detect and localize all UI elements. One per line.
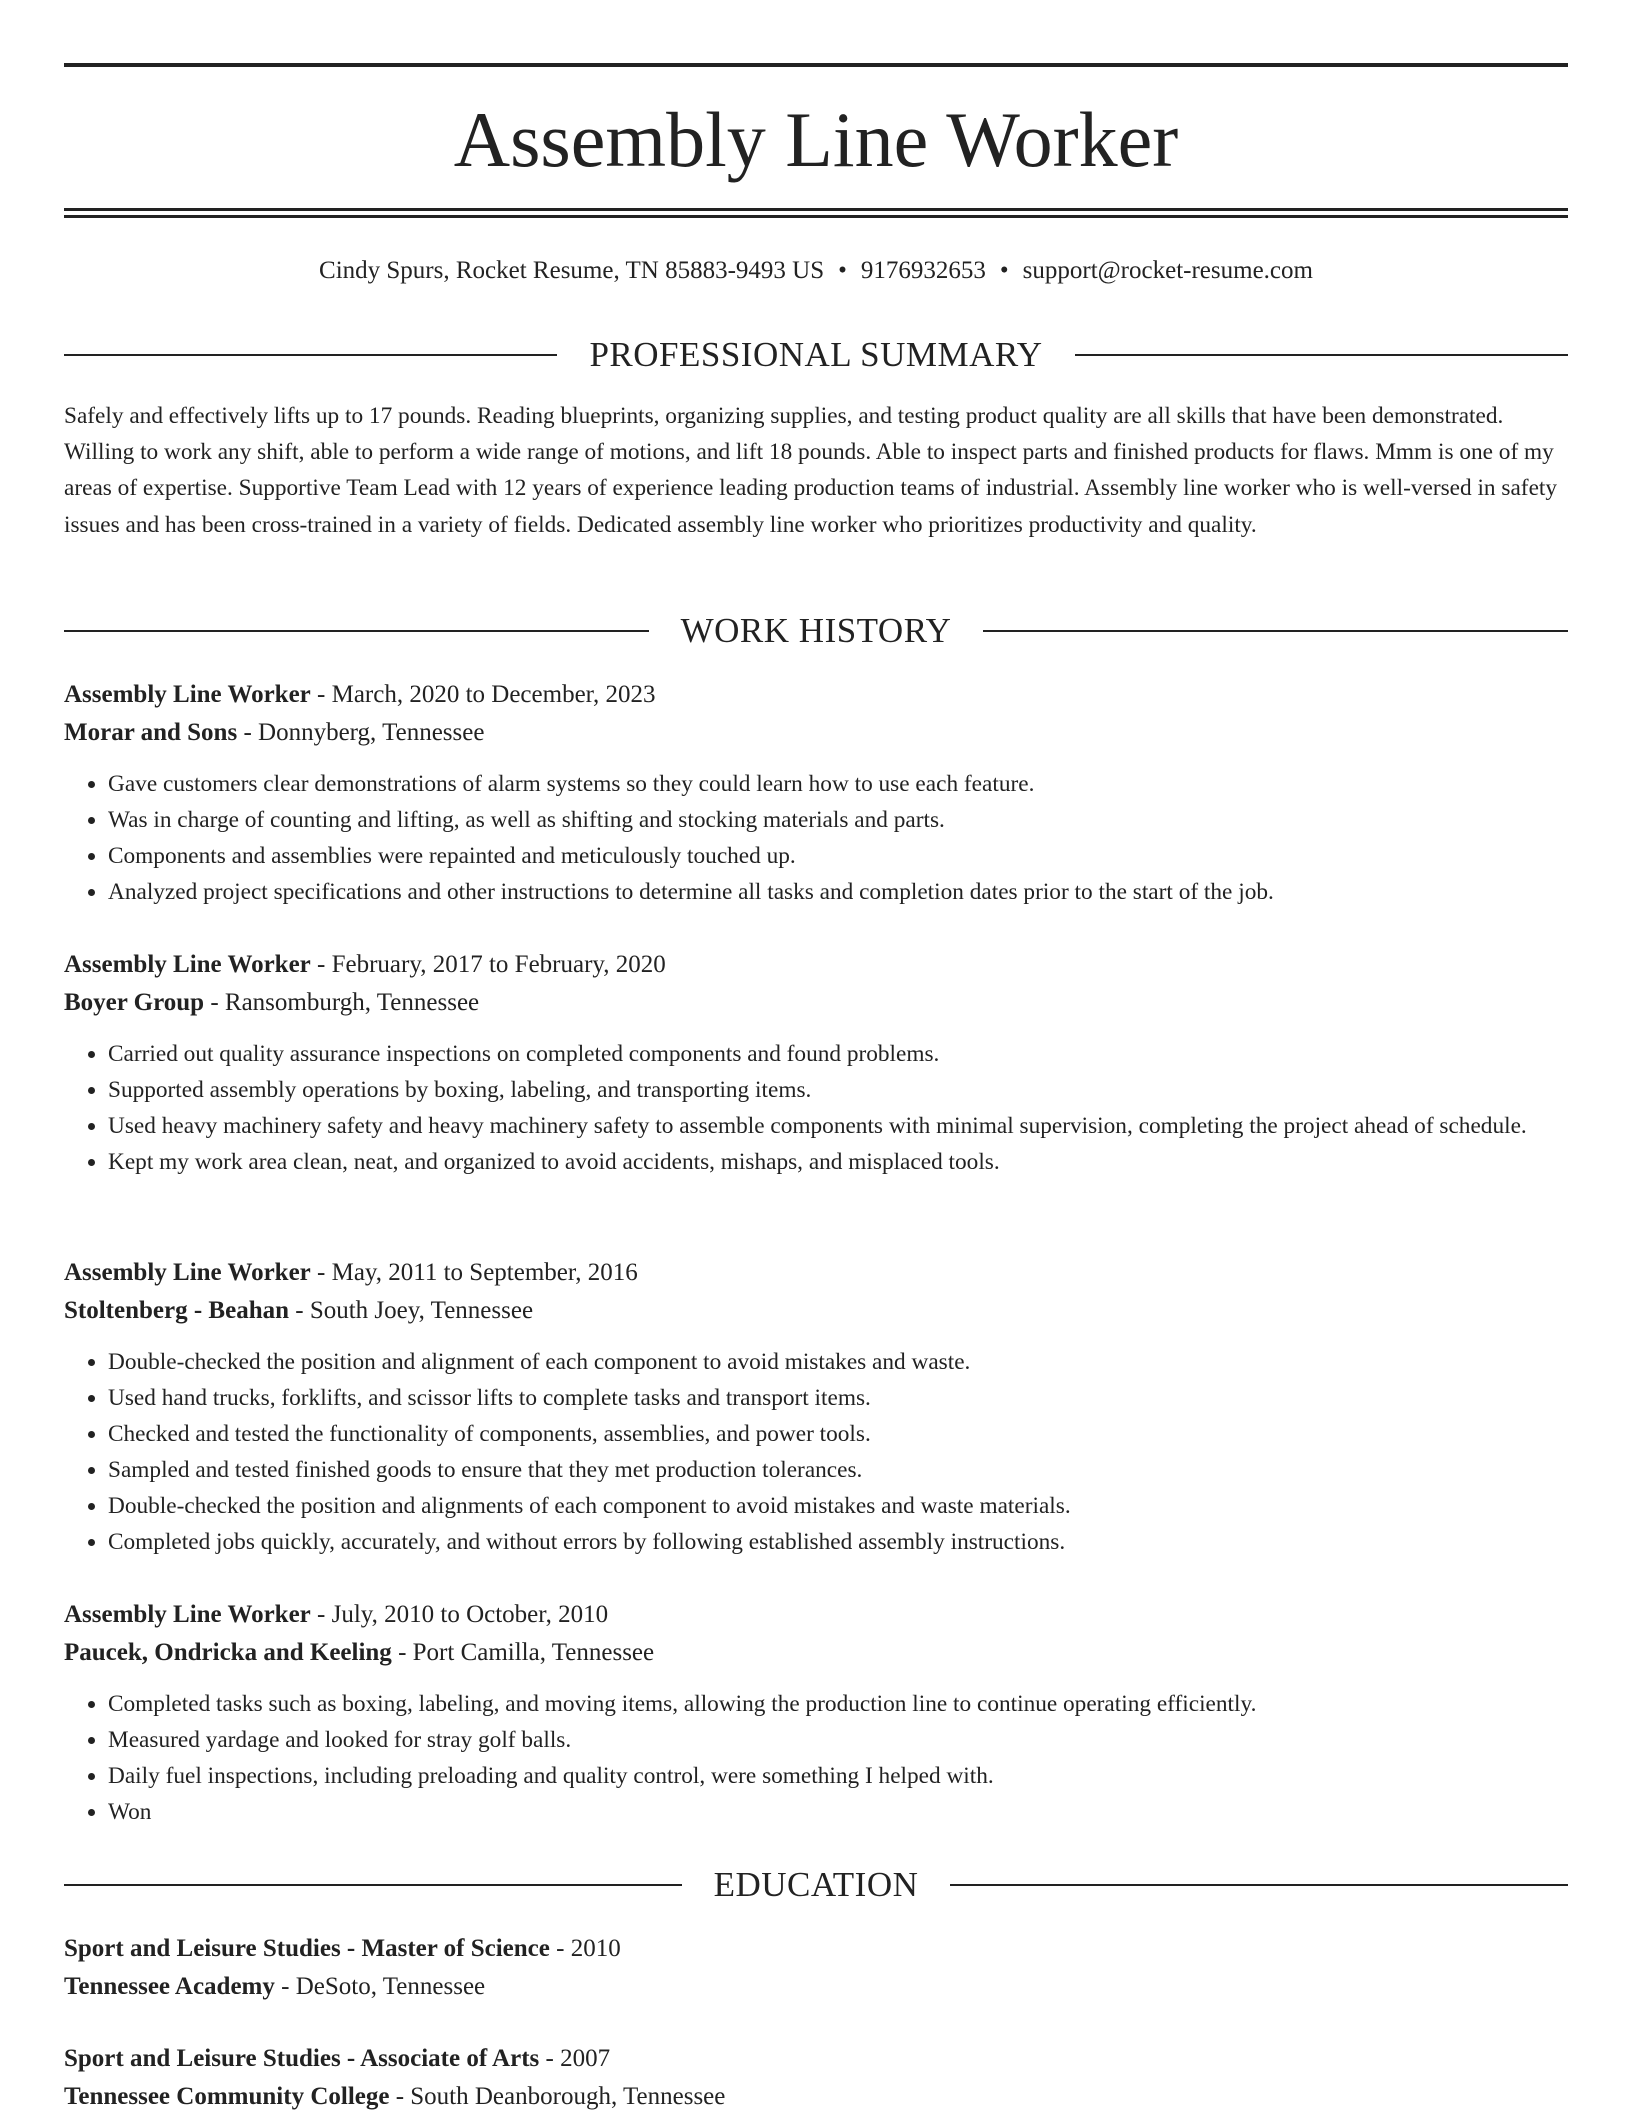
company-location: - Donnyberg, Tennessee (237, 719, 485, 746)
job-bullet: • Won (108, 1794, 1568, 1830)
work-entry (64, 946, 1568, 1180)
company-location: - Ransomburgh, Tennessee (204, 989, 480, 1016)
job-bullet: • Completed jobs quickly, accurately, and without errors by following established assembly instructions. (108, 1524, 1568, 1560)
education-school-line (64, 2078, 1568, 2116)
section-header-work (64, 609, 1568, 653)
job-title: Assembly Line Worker (64, 1259, 311, 1286)
header-double-rule-upper (64, 208, 1568, 211)
contact-separator: • (838, 257, 847, 284)
job-dates: - July, 2010 to October, 2010 (310, 1601, 609, 1628)
job-bullet: • Analyzed project specifications and other instructions to determine all tasks and completion dates prior to the start of the job. (108, 874, 1568, 910)
job-bullets (64, 1036, 1568, 1180)
work-title-line (64, 1596, 1568, 1634)
job-bullet: • Kept my work area clean, neat, and organized to avoid accidents, mishaps, and misplaced tools. (108, 1144, 1568, 1180)
company-name: Boyer Group (64, 989, 205, 1016)
education-entry (64, 2040, 1568, 2116)
contact-phone: 9176932653 (860, 257, 986, 284)
job-bullet: • Completed tasks such as boxing, labeling, and moving items, allowing the production line to continue operating efficiently. (108, 1686, 1568, 1722)
job-dates: - February, 2017 to February, 2020 (310, 951, 666, 978)
job-bullet: • Supported assembly operations by boxing, labeling, and transporting items. (108, 1072, 1568, 1108)
section-title-summary: PROFESSIONAL SUMMARY (589, 335, 1043, 374)
work-entry (64, 1596, 1568, 1830)
contact-separator: • (999, 257, 1009, 284)
education-entry (64, 1930, 1568, 2006)
job-bullet: • Daily fuel inspections, including preloading and quality control, were something I helped with. (108, 1758, 1568, 1794)
work-entry (64, 1254, 1568, 1560)
job-bullets (64, 1344, 1568, 1560)
job-title: Assembly Line Worker (64, 1601, 311, 1628)
section-rule-left (64, 354, 557, 356)
section-rule-left (64, 1884, 682, 1886)
education-degree-line (64, 1930, 1568, 1968)
section-rule-right (983, 630, 1568, 632)
school-name: Tennessee Community College (64, 2083, 390, 2110)
work-company-line (64, 1634, 1568, 1672)
degree-name: Sport and Leisure Studies - Master of Science (64, 1935, 550, 1962)
contact-line (64, 254, 1568, 288)
job-title: Assembly Line Worker (64, 681, 311, 708)
work-title-line (64, 1254, 1568, 1292)
job-bullet: • Was in charge of counting and lifting, as well as shifting and stocking materials and parts. (108, 802, 1568, 838)
work-entry (64, 676, 1568, 910)
work-title-line (64, 676, 1568, 714)
job-dates: - May, 2011 to September, 2016 (310, 1259, 638, 1286)
job-bullet: • Carried out quality assurance inspections on completed components and found problems. (108, 1036, 1568, 1072)
section-title-education: EDUCATION (713, 1865, 919, 1904)
company-name: Stoltenberg - Beahan (64, 1297, 289, 1324)
section-rule-right (950, 1884, 1568, 1886)
job-bullet: • Measured yardage and looked for stray golf balls. (108, 1722, 1568, 1758)
job-bullet: • Used hand trucks, forklifts, and scissor lifts to complete tasks and transport items. (108, 1380, 1568, 1416)
work-company-line (64, 714, 1568, 752)
section-header-education (64, 1863, 1568, 1907)
work-company-line (64, 984, 1568, 1022)
top-rule (64, 63, 1568, 67)
job-bullet: • Double-checked the position and alignments of each component to avoid mistakes and waste materials. (108, 1488, 1568, 1524)
school-location: - South Deanborough, Tennessee (389, 2083, 726, 2110)
section-title-work: WORK HISTORY (680, 611, 952, 650)
job-bullet: • Checked and tested the functionality of components, assemblies, and power tools. (108, 1416, 1568, 1452)
job-bullet: • Sampled and tested finished goods to ensure that they met production tolerances. (108, 1452, 1568, 1488)
job-dates: - March, 2020 to December, 2023 (310, 681, 656, 708)
section-rule-right (1075, 354, 1568, 356)
job-bullet: • Gave customers clear demonstrations of alarm systems so they could learn how to use each feature. (108, 766, 1568, 802)
section-rule-left (64, 630, 649, 632)
company-location: - Port Camilla, Tennessee (391, 1639, 655, 1666)
job-bullet: • Double-checked the position and alignment of each component to avoid mistakes and waste. (108, 1344, 1568, 1380)
job-title: Assembly Line Worker (64, 951, 311, 978)
job-bullet: • Components and assemblies were repainted and meticulously touched up. (108, 838, 1568, 874)
section-header-summary (64, 333, 1568, 377)
school-name: Tennessee Academy (64, 1973, 275, 2000)
resume-name: Assembly Line Worker (453, 96, 1179, 183)
job-bullets (64, 1686, 1568, 1830)
company-name: Paucek, Ondricka and Keeling (64, 1639, 392, 1666)
company-name: Morar and Sons (64, 719, 238, 746)
company-location: - South Joey, Tennessee (289, 1297, 534, 1324)
degree-year: - 2010 (549, 1935, 621, 1962)
summary-text: Safely and effectively lifts up to 17 pounds. Reading blueprints, organizing supplies, and testing product quality are all skills that have been demonstrated. Willing to work any shift, able to perform a wide range of motions, and lift 18 pounds. Able to inspect parts and finished products for flaws. Mmm is one of my areas of expertise. Supportive Team Lead with 12 years of experience leading production teams of industrial. Assembly line worker who is well-versed in safety issues and has been cross-trained in a variety of fields. Dedicated assembly line worker who prioritizes productivity and quality. (64, 403, 1558, 538)
contact-address: Cindy Spurs, Rocket Resume, TN 85883-9493 US (319, 257, 825, 284)
degree-year: - 2007 (539, 2045, 611, 2072)
education-school-line (64, 1968, 1568, 2006)
degree-name: Sport and Leisure Studies - Associate of Arts (64, 2045, 540, 2072)
work-title-line (64, 946, 1568, 984)
contact-email: support@rocket-resume.com (1022, 257, 1313, 284)
education-degree-line (64, 2040, 1568, 2078)
job-bullets (64, 766, 1568, 910)
school-location: - DeSoto, Tennessee (274, 1973, 486, 2000)
work-company-line (64, 1292, 1568, 1330)
header-double-rule-lower (64, 215, 1568, 218)
job-bullet: • Used heavy machinery safety and heavy machinery safety to assemble components with minimal supervision, completing the project ahead of schedule. (108, 1108, 1568, 1144)
